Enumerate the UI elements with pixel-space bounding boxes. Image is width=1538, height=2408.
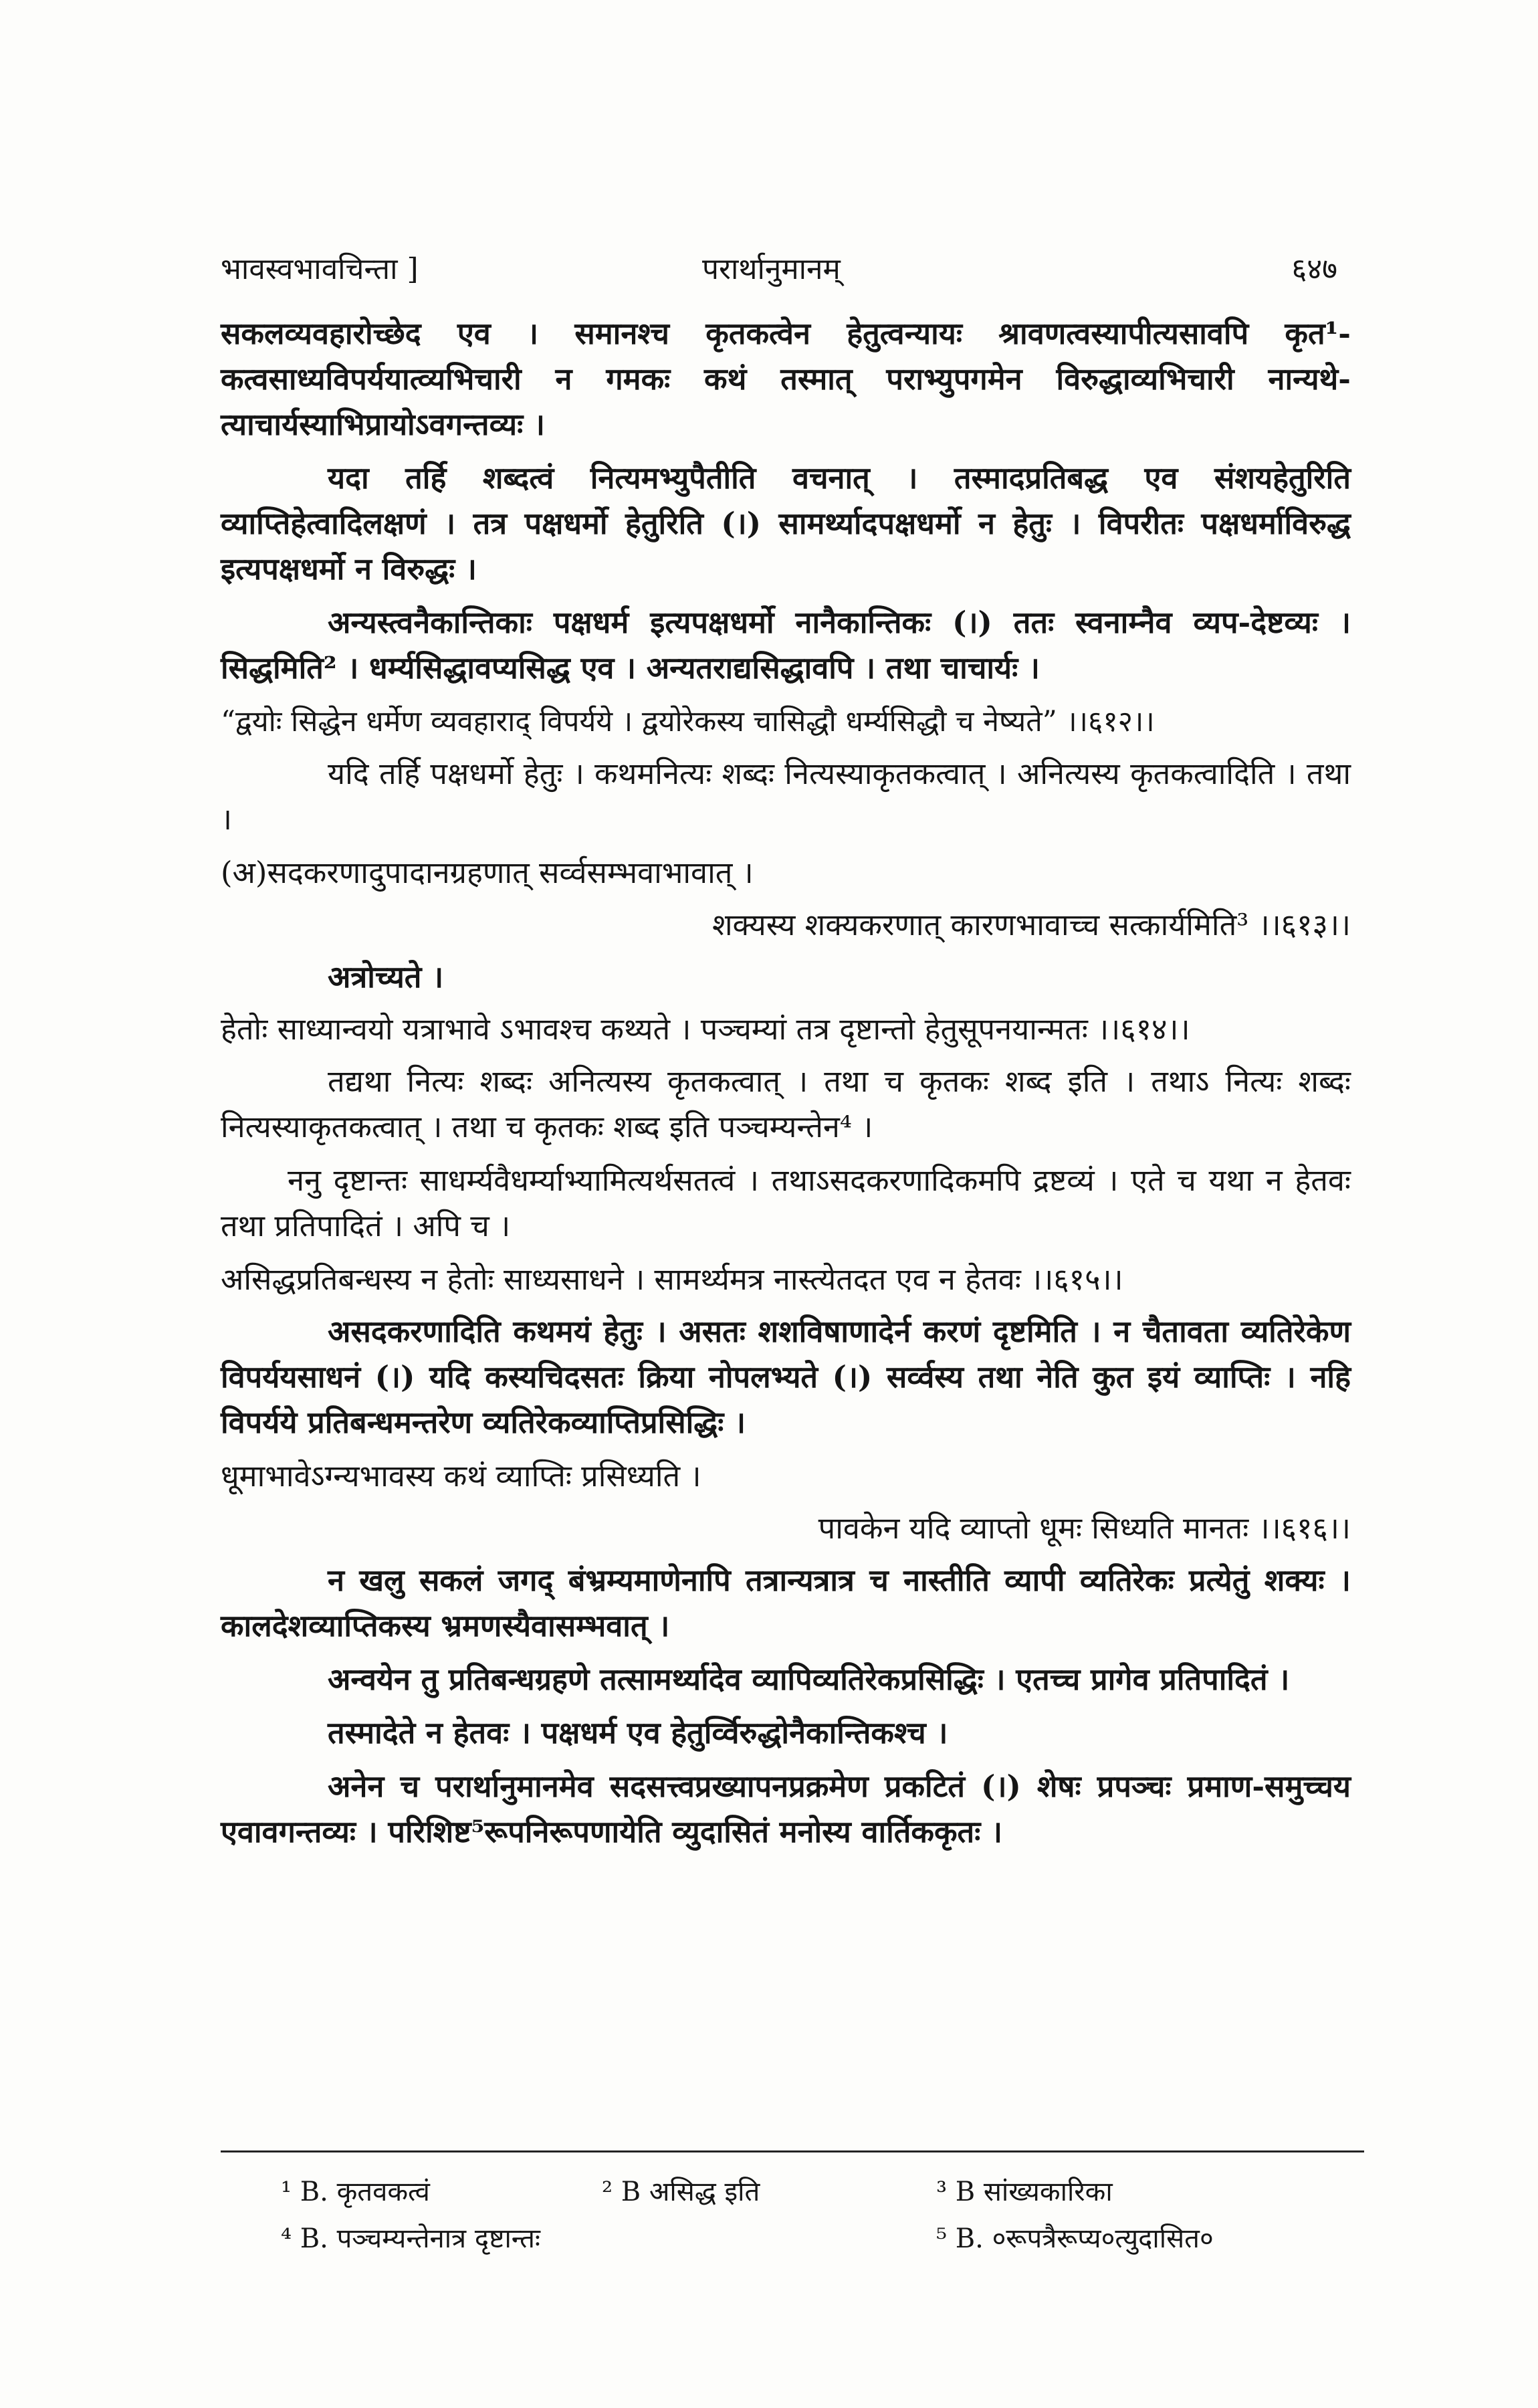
paragraph: न खलु सकलं जगद् बंभ्रम्यमाणेनापि तत्रान्यत्रात्र च नास्तीति व्यापी व्यतिरेकः प्रत्येतुं शक्यः । कालदेशव्याप्तिकस्य भ्रमणस्यैवासम्भवात् ।	[221, 1563, 1351, 1643]
header-chapter-title: भावस्वभावचिन्ता ]	[221, 252, 419, 286]
paragraph: अनेन च परार्थानुमानमेव सदसत्त्वप्रख्यापनप्रक्रमेण प्रकटितं (।) शेषः प्रपञ्चः प्रमाण-समुच्चय एवावगन्तव्यः । परिशिष्ट⁵रूपनिरूपणायेति व्युदासितं मनोस्य वार्तिककृतः ।	[221, 1769, 1351, 1849]
footnote-2: ² B असिद्ध इति	[602, 2177, 760, 2207]
paragraph: अन्वयेन तु प्रतिबन्धग्रहणे तत्सामर्थ्यादेव व्यापिव्यतिरेकप्रसिद्धिः । एतच्च प्रागेव प्रतिपादितं ।	[328, 1662, 1290, 1697]
quoted-verse-612: “द्वयोः सिद्धेन धर्मेण व्यवहाराद् विपर्यये । द्वयोरेकस्य चासिद्धौ धर्म्यसिद्धौ च नेष्यते” ।।६१२।।	[221, 705, 1155, 738]
atrochyate: अत्रोच्यते ।	[328, 959, 444, 995]
verse-615: असिद्धप्रतिबन्धस्य न हेतोः साध्यसाधने । सामर्थ्यमत्र नास्त्येतदत एव न हेतवः ।।६१५।।	[221, 1262, 1123, 1297]
paragraph: यदि तर्हि पक्षधर्मो हेतुः । कथमनित्यः शब्दः नित्यस्याकृतकत्वात् । अनित्यस्य कृतकत्वादिति । तथा ।	[221, 756, 1351, 837]
paragraph: यदा तर्हि शब्दत्वं नित्यमभ्युपैतीति वचनात् । तस्मादप्रतिबद्ध एव संशयहेतुरिति व्याप्तिहेत्वादिलक्षणं । तत्र पक्षधर्मो हेतुरिति (।) सामर्थ्यादपक्षधर्मो न हेतुः । विपरीतः पक्षधर्माविरुद्ध इत्यपक्षधर्मो न विरुद्धः ।	[221, 460, 1351, 587]
paragraph: तस्मादेते न हेतवः । पक्षधर्म एव हेतुर्व्विरुद्धोनैकान्तिकश्च ।	[328, 1715, 948, 1750]
page-number: ६४७	[1291, 252, 1337, 286]
footnote-4: ⁴ B. पञ्चम्यन्तेनात्र दृष्टान्तः	[281, 2223, 541, 2254]
footnote-divider	[221, 2150, 1364, 2152]
paragraph: अन्यस्त्वनैकान्तिकाः पक्षधर्म इत्यपक्षधर्मो नानैकान्तिकः (।) ततः स्वनाम्नैव व्यप-देष्टव्यः । सिद्धमिति² । धर्म्यसिद्धावप्यसिद्ध एव । अन्यतराद्यसिद्धावपि । तथा चाचार्यः ।	[221, 605, 1351, 686]
verse-613-line-2: शक्यस्य शक्यकरणात् कारणभावाच्च सत्कार्यमिति³ ।।६१३।।	[711, 907, 1351, 942]
verse-616-line-2: पावकेन यदि व्याप्तो धूमः सिध्यति मानतः ।।६१६।।	[818, 1510, 1351, 1546]
footnote-5: ⁵ B. ०रूपत्रैरूप्य०त्युदासित०	[936, 2223, 1214, 2254]
paragraph: सकलव्यवहारोच्छेद एव । समानश्च कृतकत्वेन हेतुत्वन्यायः श्रावणत्वस्यापीत्यसावपि कृत¹-कत्वसाध्यविपर्ययात्व्यभिचारी न गमकः कथं तस्मात् पराभ्युपगमेन विरुद्धाव्यभिचारी नान्यथे-त्याचार्यस्याभिप्रायोऽवगन्तव्यः ।	[221, 316, 1351, 442]
paragraph: ननु दृष्टान्तः साधर्म्यवैधर्म्याभ्यामित्यर्थसतत्वं । तथाऽसदकरणादिकमपि द्रष्टव्यं । एते च यथा न हेतवः तथा प्रतिपादितं । अपि च ।	[221, 1163, 1351, 1243]
verse-613-line-1: (अ)सदकरणादुपादानग्रहणात् सर्व्वसम्भवाभावात् ।	[221, 855, 754, 890]
footnote-1: ¹ B. कृतवकत्वं	[281, 2177, 430, 2207]
paragraph: असदकरणादिति कथमयं हेतुः । असतः शशविषाणादेर्न करणं दृष्टमिति । न चैतावता व्यतिरेकेण विपर्ययसाधनं (।) यदि कस्यचिदसतः क्रिया नोपलभ्यते (।) सर्व्वस्य तथा नेति कुत इयं व्याप्तिः । नहि विपर्यये प्रतिबन्धमन्तरेण व्यतिरेकव्याप्तिप्रसिद्धिः ।	[221, 1314, 1351, 1440]
paragraph: तद्यथा नित्यः शब्दः अनित्यस्य कृतकत्वात् । तथा च कृतकः शब्द इति । तथाऽ नित्यः शब्दः नित्यस्याकृतकत्वात् । तथा च कृतकः शब्द इति पञ्चम्यन्तेन⁴ ।	[221, 1064, 1351, 1144]
footnote-3: ³ B सांख्यकारिका	[936, 2177, 1113, 2207]
main-text	[221, 311, 1351, 1863]
verse-614: हेतोः साध्यान्वयो यत्राभावे ऽभावश्च कथ्यते । पञ्चम्यां तत्र दृष्टान्तो हेतुसूपनयान्मतः ।।६१४।।	[221, 1011, 1190, 1047]
verse-616-line-1: धूमाभावेऽग्न्यभावस्य कथं व्याप्तिः प्रसिध्यति ।	[221, 1458, 701, 1494]
running-header	[221, 241, 1337, 301]
header-section-title: परार्थानुमानम्	[702, 252, 841, 286]
